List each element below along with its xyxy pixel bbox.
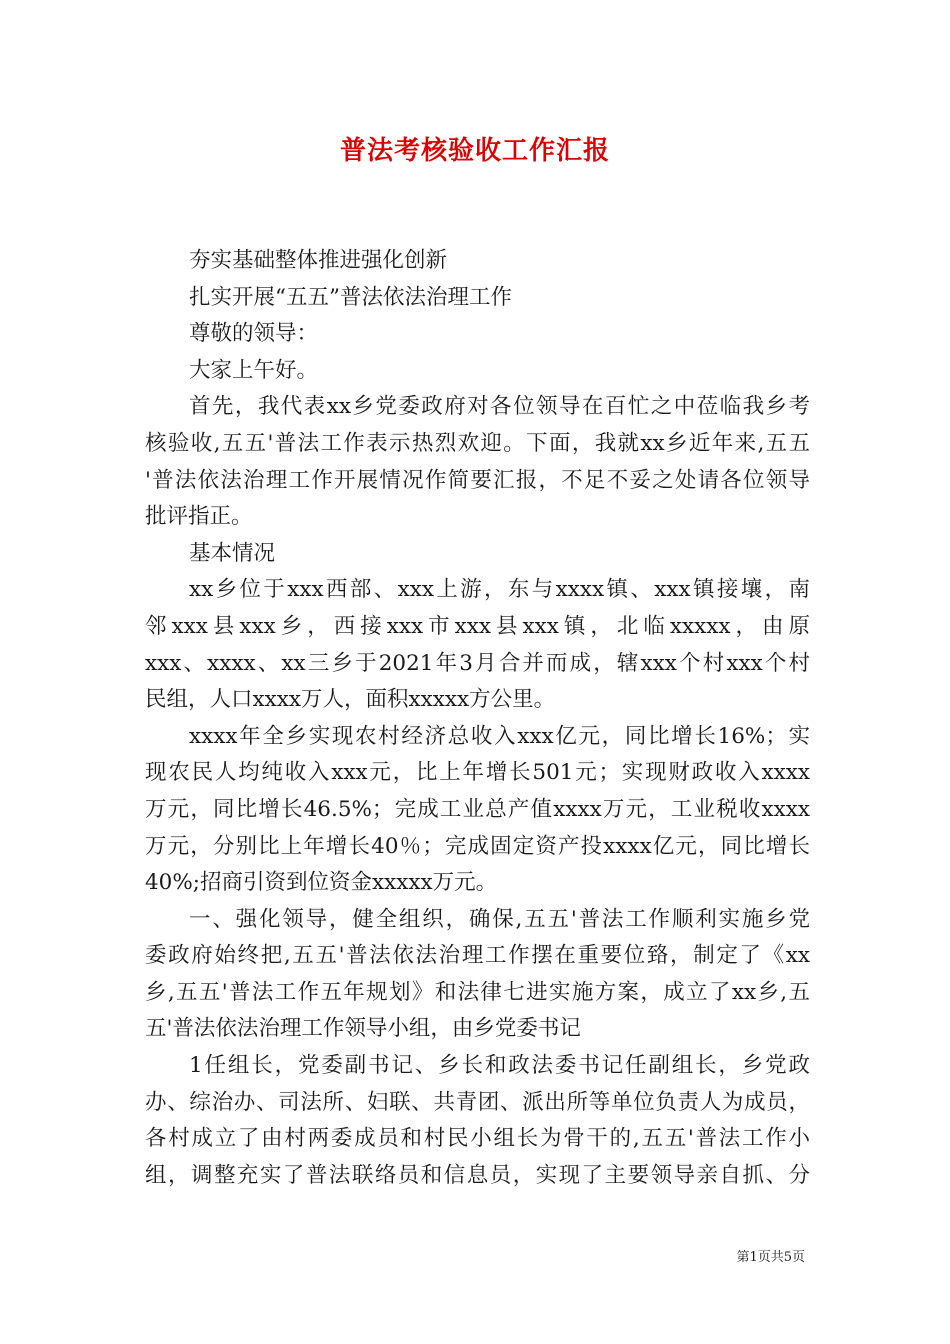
document-body	[145, 243, 810, 1194]
body-line: 现农民人均纯收入xxx元，比上年增长501元；实现财政收入xxxx	[145, 760, 810, 786]
body-line: 扎实开展“五五”普法依法治理工作	[189, 284, 512, 310]
body-line: 乡,五五'普法工作五年规划》和法律七进实施方案，成立了xx乡,五	[145, 979, 810, 1005]
page-number-footer: 第1页共5页	[736, 1250, 805, 1265]
body-line: 核验收,五五'普法工作表示热烈欢迎。下面，我就xx乡近年来,五五	[145, 430, 810, 456]
body-line: 尊敬的领导：	[189, 321, 319, 347]
body-line: 夯实基础整体推进强化创新	[189, 248, 448, 273]
body-line: xx乡位于xxx西部、xxx上游，东与xxxx镇、xxx镇接壤，南	[189, 577, 810, 603]
body-line: 办、综治办、司法所、妇联、共青团、派出所等单位负责人为成员，	[145, 1089, 810, 1115]
body-line: 委政府始终把,五五'普法依法治理工作摆在重要位臵，制定了《xx	[145, 943, 810, 969]
body-line: '普法依法治理工作开展情况作简要汇报，不足不妥之处请各位领导	[145, 467, 810, 493]
body-line: 基本情况	[189, 540, 276, 566]
document-title: 普法考核验收工作汇报	[339, 136, 610, 166]
body-line: xxxx年全乡实现农村经济总收入xxx亿元，同比增长16%；实	[189, 723, 810, 749]
body-line: 各村成立了由村两委成员和村民小组长为骨干的,五五'普法工作小	[145, 1126, 810, 1152]
body-line: 大家上午好。	[189, 357, 319, 383]
body-line: 40%;招商引资到位资金xxxxx万元。	[145, 870, 498, 896]
body-line: 组，调整充实了普法联络员和信息员，实现了主要领导亲自抓、分	[145, 1162, 810, 1188]
body-line: 万元，分别比上年增长40％；完成固定资产投xxxx亿元，同比增长	[145, 833, 810, 859]
body-line: 1任组长，党委副书记、乡长和政法委书记任副组长，乡党政	[189, 1053, 810, 1079]
body-line: 民组，人口xxxx万人，面积xxxxx方公里。	[145, 687, 556, 713]
body-line: 五'普法依法治理工作领导小组，由乡党委书记	[145, 1016, 581, 1042]
body-line: 首先，我代表xx乡党委政府对各位领导在百忙之中莅临我乡考	[189, 394, 810, 420]
body-line: 批评指正。	[145, 504, 253, 530]
body-line: 邻xxx县xxx乡，西接xxx市xxx县xxx镇，北临xxxxx，由原	[145, 613, 810, 639]
body-line: 万元，同比增长46.5%；完成工业总产值xxxx万元，工业税收xxxx	[145, 796, 810, 822]
body-line: xxx、xxxx、xx三乡于2021年3月合并而成，辖xxx个村xxx个村	[145, 650, 810, 676]
body-line: 一、强化领导，健全组织，确保,五五'普法工作顺利实施乡党	[189, 906, 810, 932]
